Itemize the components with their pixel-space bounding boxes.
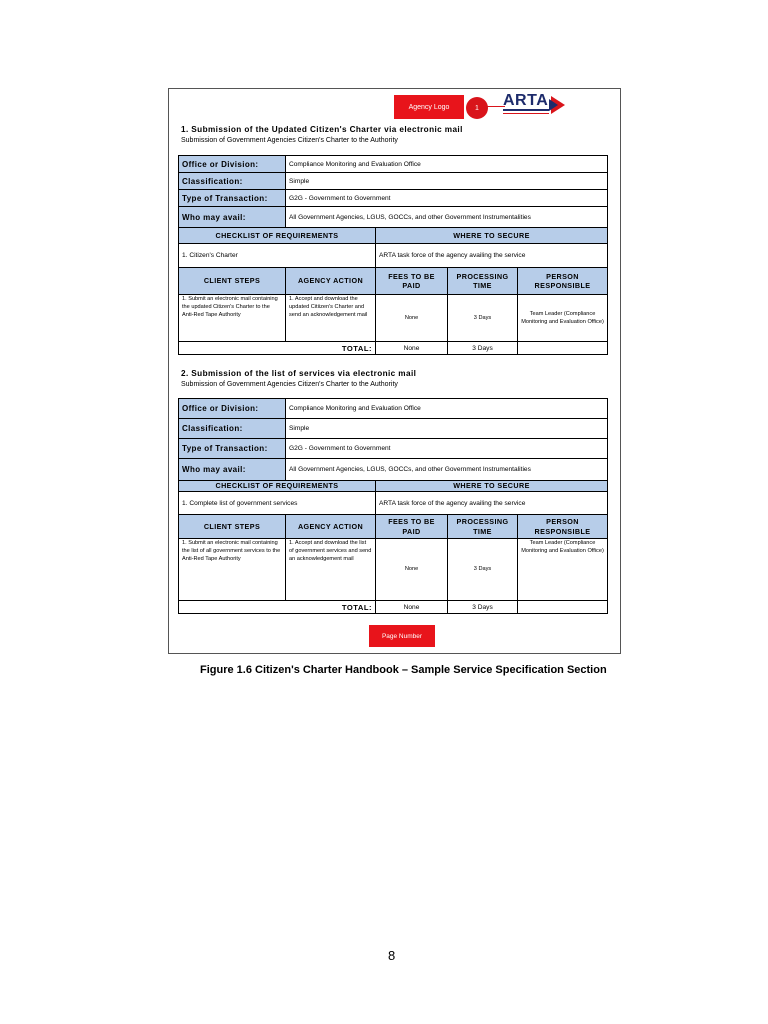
total-empty-cell [518,342,608,355]
processing-time-cell: 3 Days [448,539,518,601]
col-processing-time: PROCESSING TIME [448,268,518,295]
classification-value: Simple [286,419,608,439]
fees-cell: None [376,295,448,342]
transaction-type-value: G2G - Government to Government [286,439,608,459]
classification-label: Classification: [179,419,286,439]
classification-value: Simple [286,173,608,190]
checklist-header: CHECKLIST OF REQUIREMENTS [179,481,376,492]
arta-chevron-inner-icon [549,99,558,111]
client-step-cell: 1. Submit an electronic mail containing the updated Citizen's Charter to the Anti-Red Tape Authority [179,295,286,342]
page-number: 8 [388,948,396,963]
fees-cell: None [376,539,448,601]
office-value: Compliance Monitoring and Evaluation Office [286,399,608,419]
callout-badge: 1 [466,97,488,119]
where-to-secure-value: ARTA task force of the agency availing the service [376,244,608,268]
total-fees: None [376,601,448,614]
figure-caption: Figure 1.6 Citizen's Charter Handbook – Sample Service Specification Section [200,664,607,676]
col-fees: FEES TO BE PAID [376,515,448,539]
transaction-type-value: G2G - Government to Government [286,190,608,207]
person-responsible-cell: Team Leader (Compliance Monitoring and Evaluation Office) [518,539,608,601]
who-may-avail-value: All Government Agencies, LGUS, GOCCs, and other Government Instrumentalities [286,207,608,228]
client-step-cell: 1. Submit an electronic mail containing the list of all government services to the Anti-Red Tape Authority [179,539,286,601]
arta-logo-underline [503,109,549,111]
arta-logo [503,92,573,122]
arta-logo-underline-red [503,113,549,114]
classification-label: Classification: [179,173,286,190]
who-may-avail-label: Who may avail: [179,459,286,481]
col-processing-time: PROCESSING TIME [448,515,518,539]
col-person-responsible: PERSON RESPONSIBLE [518,515,608,539]
agency-logo-placeholder: Agency Logo [394,95,464,119]
who-may-avail-value: All Government Agencies, LGUS, GOCCs, and other Government Instrumentalities [286,459,608,481]
total-empty-cell [518,601,608,614]
office-label: Office or Division: [179,156,286,173]
requirement-item: 1. Complete list of government services [179,492,376,515]
section-2-title: 2. Submission of the list of services via electronic mail [181,369,417,378]
office-value: Compliance Monitoring and Evaluation Office [286,156,608,173]
where-to-secure-header: WHERE TO SECURE [376,481,608,492]
col-agency-action: AGENCY ACTION [286,268,376,295]
col-client-steps: CLIENT STEPS [179,268,286,295]
total-fees: None [376,342,448,355]
arta-logo-text: ARTA [503,92,549,109]
col-person-responsible: PERSON RESPONSIBLE [518,268,608,295]
sample-document-frame [168,88,621,654]
checklist-header: CHECKLIST OF REQUIREMENTS [179,228,376,244]
processing-time-cell: 3 Days [448,295,518,342]
total-label: TOTAL: [179,601,376,614]
total-time: 3 Days [448,601,518,614]
page-number-placeholder: Page Number [369,625,435,647]
where-to-secure-value: ARTA task force of the agency availing the service [376,492,608,515]
total-time: 3 Days [448,342,518,355]
where-to-secure-header: WHERE TO SECURE [376,228,608,244]
agency-action-cell: 1. Accept and download the updated Citiizen's Charter and send an acknowledgement mail [286,295,376,342]
transaction-type-label: Type of Transaction: [179,439,286,459]
section-1-subtitle: Submission of Government Agencies Citizen's Charter to the Authority [181,137,398,144]
section-1-title: 1. Submission of the Updated Citizen's Charter via electronic mail [181,125,463,134]
col-fees: FEES TO BE PAID [376,268,448,295]
section-2-table [178,398,608,614]
transaction-type-label: Type of Transaction: [179,190,286,207]
col-agency-action: AGENCY ACTION [286,515,376,539]
section-1-table [178,155,608,355]
who-may-avail-label: Who may avail: [179,207,286,228]
total-label: TOTAL: [179,342,376,355]
requirement-item: 1. Citizen's Charter [179,244,376,268]
office-label: Office or Division: [179,399,286,419]
person-responsible-cell: Team Leader (Compliance Monitoring and Evaluation Office) [518,295,608,342]
agency-action-cell: 1. Accept and download the list of government services and send an acknowledgement mail [286,539,376,601]
col-client-steps: CLIENT STEPS [179,515,286,539]
section-2-subtitle: Submission of Government Agencies Citizen's Charter to the Authority [181,381,398,388]
